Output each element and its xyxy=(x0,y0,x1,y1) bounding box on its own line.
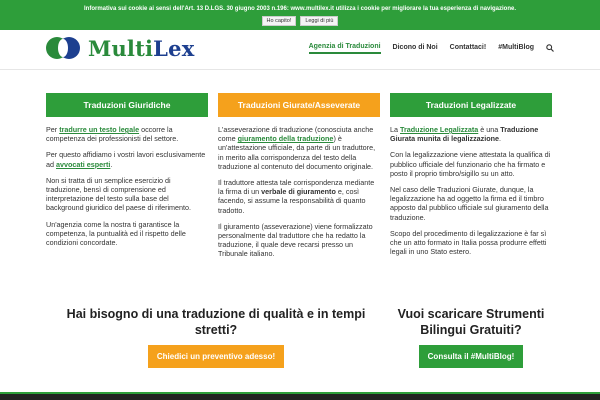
cookie-accept-button[interactable]: Ho capito! xyxy=(262,16,297,26)
nav-item-multiblog[interactable]: #MultiBlog xyxy=(498,44,534,51)
paragraph: Scopo del procedimento di legalizzazione è far sì che un atto formato in Italia possa produrre effetti legali in uno Stato estero. xyxy=(390,228,547,257)
cookie-buttons xyxy=(0,16,600,26)
column-giuridiche xyxy=(46,93,208,254)
site-header xyxy=(0,30,600,70)
logo-text: MultiLex xyxy=(88,35,195,61)
nav-item-contattaci[interactable]: Contattaci! xyxy=(449,44,487,51)
column-body xyxy=(46,125,208,247)
paragraph: Non si tratta di un semplice esercizio di traduzione, bensì di comprensione ed interpretazione del testo sulla base del background giuridico del paese di riferimento. xyxy=(46,175,192,213)
nav-item-dicono-di-noi[interactable]: Dicono di Noi xyxy=(392,44,438,51)
nav-item-agenzia[interactable]: Agenzia di Traduzioni xyxy=(309,41,381,54)
traduzioni-giuridiche-button[interactable]: Traduzioni Giuridiche xyxy=(46,93,208,117)
cta-preventivo xyxy=(46,306,386,368)
paragraph: Nel caso delle Traduzioni Giurate, dunque, la legalizzazione ha ad oggetto la firma ed il timbro apposto dal pubblico ufficiale sul giuramento della traduzione. xyxy=(390,185,549,222)
column-body xyxy=(390,125,552,256)
cookie-bar xyxy=(0,0,600,30)
giuramento-traduzione-link[interactable]: giuramento della traduzione xyxy=(237,134,334,144)
paragraph: Per questo affidiamo i vostri lavori esclusivamente ad avvocati esperti. xyxy=(46,150,206,169)
paragraph: Un'agenzia come la nostra ti garantisce la competenza, la puntualità ed il rispetto delle condizioni concordate. xyxy=(46,219,186,248)
cta-multiblog xyxy=(390,306,552,368)
paragraph: Il giuramento (asseverazione) viene formalizzato personalmente dal traduttore che ha redatto la traduzione, il quale deve recarsi presso un Tribunale italiano. xyxy=(218,221,373,259)
paragraph: Con la legalizzazione viene attestata la qualifica di pubblico ufficiale del funzionario che ha firmato e posto il proprio timbro/sigillo su un atto. xyxy=(390,150,551,178)
chiedici-preventivo-button[interactable]: Chiedici un preventivo adesso! xyxy=(148,345,284,368)
avvocati-esperti-link[interactable]: avvocati esperti xyxy=(56,159,111,169)
column-body xyxy=(218,125,380,259)
cta-heading: Vuoi scaricare Strumenti Bilingui Gratuiti? xyxy=(397,307,545,337)
traduzioni-legalizzate-button[interactable]: Traduzioni Legalizzate xyxy=(390,93,552,117)
tradurre-testo-legale-link[interactable]: tradurre un testo legale xyxy=(59,125,140,134)
main-nav xyxy=(297,41,554,54)
consulta-multiblog-button[interactable]: Consulta il #MultiBlog! xyxy=(419,345,524,368)
paragraph: Il traduttore attesta tale corrispondenza mediante la firma di un verbale di giuramento e, così facendo, si assume la responsabilità di quanto tradotto. xyxy=(218,178,375,215)
logo[interactable] xyxy=(46,34,194,62)
column-legalizzate xyxy=(390,93,552,263)
footer-bar xyxy=(0,394,600,400)
column-giurate xyxy=(218,93,380,266)
traduzioni-giurate-button[interactable]: Traduzioni Giurate/Asseverate xyxy=(218,93,380,117)
search-icon[interactable] xyxy=(546,44,554,52)
paragraph: La Traduzione Legalizzata è una Traduzione Giurata munita di legalizzazione. xyxy=(390,125,539,144)
logo-mark-icon xyxy=(46,37,80,59)
traduzione-legalizzata-link[interactable]: Traduzione Legalizzata xyxy=(400,125,479,134)
paragraph: L'asseverazione di traduzione (conosciuta anche come giuramento della traduzione) è un'attestazione ufficiale, da parte di un traduttore, in merito alla corrispondenza del testo della traduzione al contenuto del documento originale. xyxy=(218,125,376,171)
paragraph: Per tradurre un testo legale occorre la competenza dei professionisti del settore. xyxy=(46,125,179,144)
cta-heading: Hai bisogno di una traduzione di qualità e in tempi stretti? xyxy=(66,307,366,337)
cookie-notice-text: Informativa sui cookie ai sensi dell'Art. 13 D.LGS. 30 giugno 2003 n.196: www.multilex.it utilizza i cookie per migliorare la tua esperienza di navigazione. xyxy=(84,6,516,12)
cookie-more-button[interactable]: Leggi di più xyxy=(300,16,338,26)
